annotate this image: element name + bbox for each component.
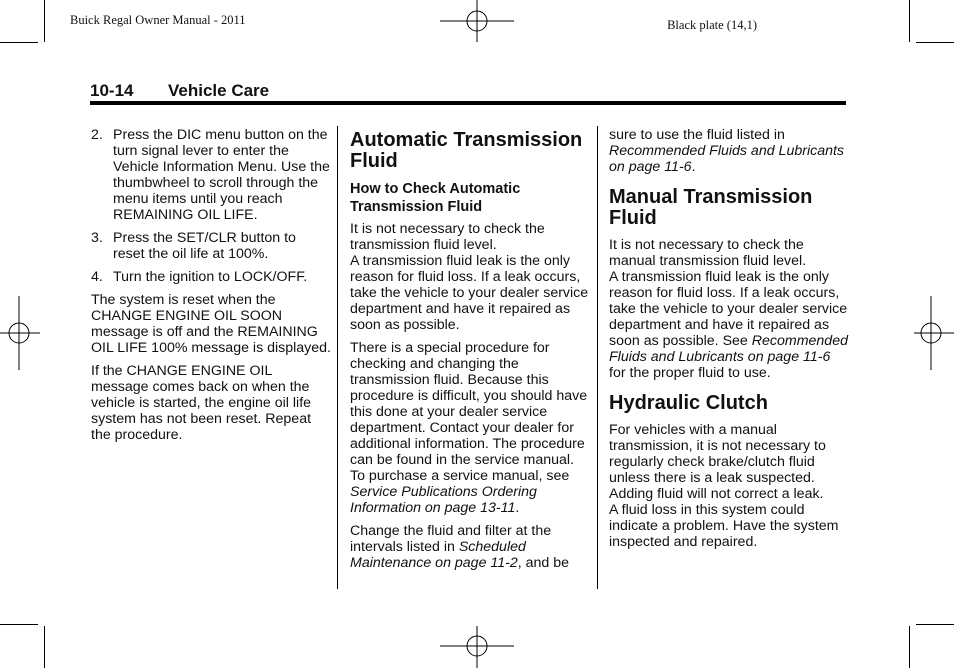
list-number: 2.	[91, 127, 103, 143]
paragraph	[609, 422, 849, 550]
list-text: Turn the ignition to LOCK/OFF.	[113, 269, 308, 285]
cross-reference-link[interactable]: Recommended Fluids and Lubricants on page 11-6	[609, 333, 848, 365]
paragraph-line: A fluid loss in this system could indicate a problem. Have the system inspected and repaired.	[609, 502, 839, 550]
paragraph-text: .	[691, 159, 696, 175]
paragraph-text: .	[515, 500, 520, 516]
heading-automatic-transmission-fluid: Automatic Transmission Fluid	[350, 129, 583, 172]
paragraph	[609, 237, 849, 381]
crop-mark-bottom-right-h	[916, 624, 954, 625]
paragraph: The system is reset when the CHANGE ENGINE OIL SOON message is off and the REMAINING OIL LIFE 100% message is displayed.	[91, 292, 331, 356]
list-text: Press the DIC menu button on the turn signal lever to enter the Vehicle Information Menu. Use the thumbwheel to scroll through the menu items until you reach REMAINING OIL LIFE.	[113, 127, 330, 223]
registration-mark-bottom	[440, 626, 514, 668]
paragraph-text: sure to use the fluid listed in	[609, 127, 785, 143]
paragraph-line: It is not necessary to check the transmission fluid level.	[350, 221, 545, 253]
column-2	[350, 127, 590, 578]
paragraph	[350, 340, 590, 516]
paragraph-text: There is a special procedure for checking and changing the transmission fluid. Because this procedure is difficult, you should have this done at your dealer service department. Contact your dealer for additional information. The procedure can be found in the service manual. To purchase a service manual, see	[350, 340, 588, 484]
header-rule	[90, 101, 846, 105]
heading-manual-transmission-fluid: Manual Transmission Fluid	[609, 186, 813, 229]
paragraph: If the CHANGE ENGINE OIL message comes back on when the vehicle is started, the engine oil life system has not been reset. Repeat the procedure.	[91, 363, 312, 443]
crop-mark-bottom-right-v	[909, 626, 910, 668]
list-item	[91, 269, 331, 285]
paragraph-text: Change the fluid and filter at the intervals listed in	[350, 523, 552, 555]
crop-mark-bottom-left-h	[0, 624, 38, 625]
crop-mark-bottom-left-v	[44, 626, 45, 668]
list-number: 4.	[91, 269, 103, 285]
paragraph-text: for the proper fluid to use.	[609, 365, 771, 381]
column-divider-2	[597, 126, 598, 589]
list-number: 3.	[91, 230, 103, 246]
paragraph-line: It is not necessary to check the manual transmission fluid level.	[609, 237, 807, 269]
cross-reference-link[interactable]: Scheduled Maintenance on page 11-2	[350, 539, 526, 571]
heading-hydraulic-clutch: Hydraulic Clutch	[609, 392, 768, 414]
cross-reference-link[interactable]: Recommended Fluids and Lubricants on page 11-6	[609, 143, 845, 175]
list-item	[91, 230, 331, 262]
column-divider-1	[337, 126, 338, 589]
section-number: 10-14	[90, 81, 134, 100]
registration-mark-right	[914, 296, 954, 370]
plate-label: Black plate (14,1)	[667, 18, 757, 32]
column-3	[609, 127, 849, 557]
paragraph-line: A transmission fluid leak is the only reason for fluid loss. If a leak occurs, take the vehicle to your dealer service department and have it repaired as soon as possible.	[350, 253, 589, 333]
paragraph	[609, 127, 849, 175]
section-title: Vehicle Care	[168, 81, 270, 100]
paragraph	[350, 523, 590, 571]
cross-reference-link[interactable]: Service Publications Ordering Information on page 13-11	[350, 484, 537, 516]
manual-title: Buick Regal Owner Manual - 2011	[70, 13, 246, 27]
crop-mark-top-left-v	[44, 0, 45, 42]
subheading-how-to-check: How to Check Automatic Transmission Fluid	[350, 181, 521, 215]
registration-mark-top	[440, 0, 514, 42]
paragraph-text: , and be	[517, 555, 570, 571]
paragraph	[350, 221, 590, 333]
crop-mark-top-right-h	[916, 42, 954, 43]
paragraph-line: For vehicles with a manual transmission, it is not necessary to regularly check brake/clutch fluid unless there is a leak suspected. Adding fluid will not correct a leak.	[609, 422, 826, 502]
column-1	[91, 127, 331, 450]
crop-mark-top-left-h	[0, 42, 38, 43]
list-text: Press the SET/CLR button to reset the oil life at 100%.	[113, 230, 296, 262]
crop-mark-top-right-v	[909, 0, 910, 42]
paragraph-text: A transmission fluid leak is the only reason for fluid loss. If a leak occurs, take the vehicle to your dealer service department and have it repaired as soon as possible. See	[609, 269, 848, 349]
registration-mark-left	[0, 296, 40, 370]
list-item	[91, 127, 331, 223]
